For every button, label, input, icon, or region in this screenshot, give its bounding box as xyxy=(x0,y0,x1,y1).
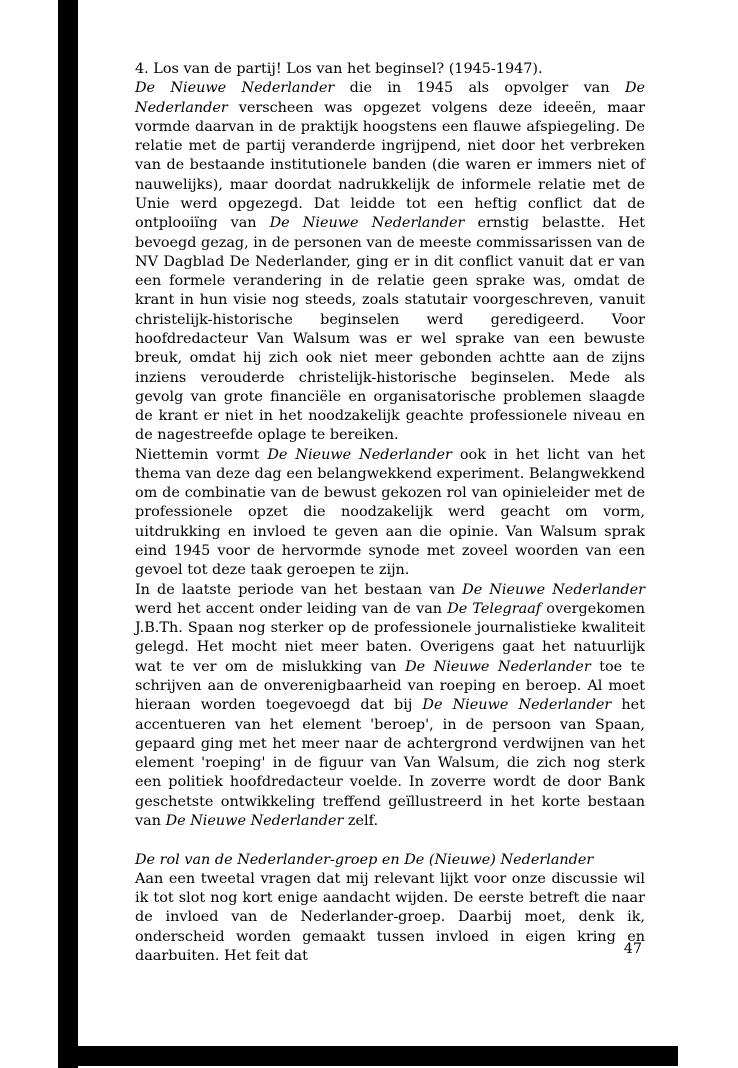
paragraph xyxy=(135,79,645,445)
section-heading: 4. Los van de partij! Los van het beginsel? (1945-1947). xyxy=(135,61,543,77)
newspaper-title: De Telegraaf xyxy=(447,600,542,617)
paragraph-text: In de laatste periode van het bestaan van xyxy=(135,581,463,598)
page-body xyxy=(135,60,645,966)
paragraph-text: verscheen was opgezet volgens deze ideeën, maar vormde daarvan in de praktijk hoogstens een flauwe afspiegeling. De relatie met de partij veranderde ingrijpend, niet door het verbreken van de bestaande institutionele banden (die waren er immers niet of nauwelijks), maar doordat nadrukkelijk de informele relatie met de Unie werd opgezegd. Dat leidde tot een heftig conflict dat de ontplooiïng van xyxy=(135,99,645,232)
paragraph xyxy=(135,446,645,581)
newspaper-title: De Nieuwe Nederlander xyxy=(462,581,645,598)
page-number: 47 xyxy=(623,941,642,957)
paragraph-text: werd het accent onder leiding van de van xyxy=(135,600,448,617)
scan-border-bottom xyxy=(58,1046,678,1066)
paragraph-text: zelf. xyxy=(343,812,379,829)
newspaper-title: De Nieuwe Nederlander xyxy=(422,697,612,714)
paragraph-text: overgekomen J.B.Th. Spaan nog sterker op de professionele journalistieke kwaliteit gelegd. Het mocht niet meer baten. Overigens gaat het natuurlijk wat te ver om de mislukking van xyxy=(135,600,646,675)
paragraph: Aan een tweetal vragen dat mij relevant lijkt voor onze discussie wil ik tot slot nog kort enige aandacht wijden. De eerste betreft die naar de invloed van de Nederlander-groep. Daarbij moet, denk ik, onderscheid worden gemaakt tussen invloed in eigen kring en daarbuiten. Het feit dat xyxy=(135,870,645,964)
newspaper-title: De Nieuwe Nederlander xyxy=(267,446,452,463)
paragraph-text: Niettemin vormt xyxy=(135,446,268,463)
newspaper-title: De Nieuwe Nederlander xyxy=(269,215,465,232)
paragraph-text: het accentueren van het element 'beroep', in de persoon van Spaan, gepaard ging met het meer naar de achtergrond verdwijnen van het element 'roeping' in de figuur van Van Walsum, die zich nog sterk een politiek hoofdredacteur voelde. In zoverre wordt de door Bank geschetste ontwikkeling treffend geïllustreerd in het korte bestaan van xyxy=(135,697,645,829)
paragraph-text: toe te schrijven aan de onverenigbaarheid van roeping en beroep. Al moet hieraan worden toegevoegd dat bij xyxy=(135,658,645,714)
newspaper-title: De Nieuwe Nederlander xyxy=(405,658,591,675)
paragraph-text: ook in het licht van het thema van deze dag een belangwekkend experiment. Belangwekkend om de combinatie van de bewust gekozen rol van opinieleider met de professionele opzet die noodzakelijk werd geacht om vorm, uitdrukking en invloed te geven aan die opinie. Van Walsum sprak eind 1945 voor de hervormde synode met zoveel woorden van een gevoel tot deze taak geroepen te zijn. xyxy=(135,446,646,579)
paragraph-text: ernstig belastte. Het bevoegd gezag, in de personen van de meeste commissarissen van de NV Dagblad De Nederlander, ging er in dit conflict vanuit dat er van een formele verandering in de relatie geen sprake was, omdat de krant in hun visie nog steeds, zoals statutair voorgeschreven, vanuit christelijk-historische beginselen werd geredigeerd. Voor hoofdredacteur Van Walsum was er wel sprake van een bewuste breuk, omdat hij zich ook niet meer gebonden achtte aan de zijns inziens verouderde christelijk-historische beginselen. Mede als gevolg van grote financiële en organisatorische problemen slaagde de krant er niet in het noodzakelijk geachte professionele niveau en de nagestreefde oplage te bereiken. xyxy=(135,215,646,444)
newspaper-title: De Nieuwe Nederlander xyxy=(165,812,344,829)
paragraph-text: die in 1945 als opvolger van xyxy=(334,80,625,97)
newspaper-title: De Nederlander xyxy=(135,80,645,116)
paragraph xyxy=(135,581,645,832)
scan-border-left xyxy=(58,0,78,1068)
section-spacer xyxy=(135,831,645,850)
section-subheading: De rol van de Nederlander-groep en De (Nieuwe) Nederlander xyxy=(135,851,594,868)
newspaper-title: De Nieuwe Nederlander xyxy=(135,80,335,97)
